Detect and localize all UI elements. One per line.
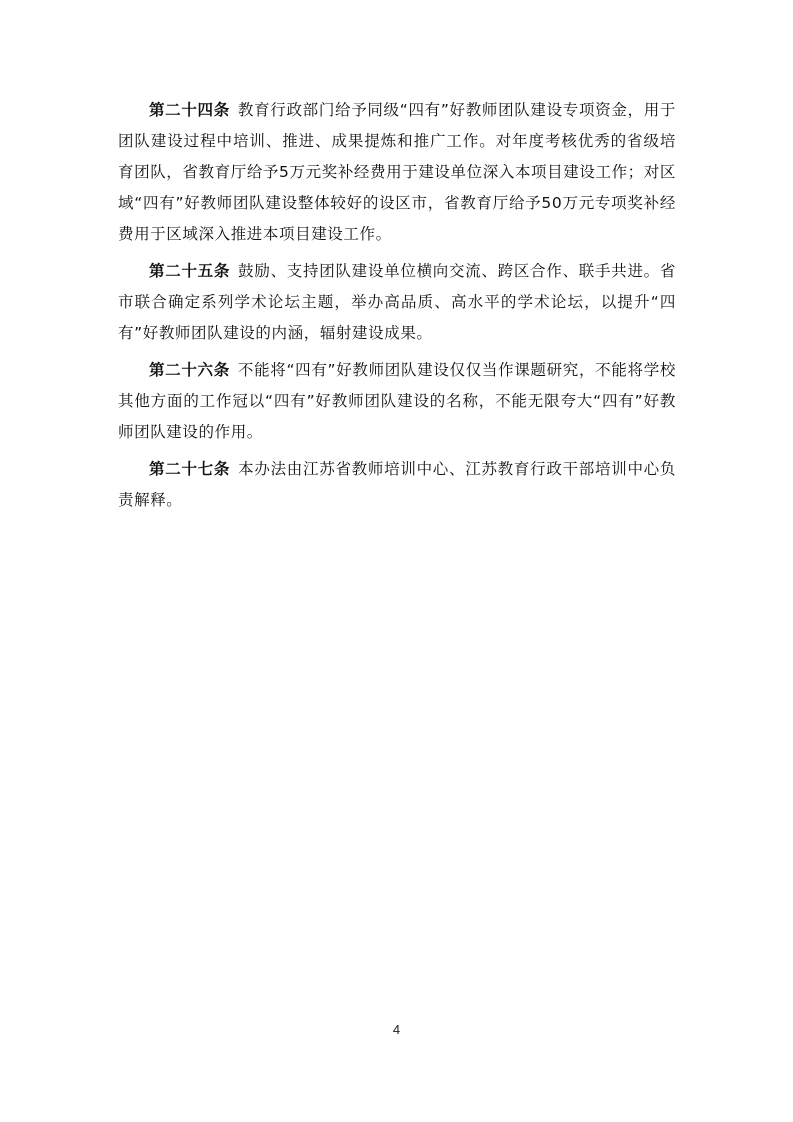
article-26 [118, 355, 676, 448]
article-24-text: 教育行政部门给予同级“四有”好教师团队建设专项资金，用于团队建设过程中培训、推进、成果提炼和推广工作。对年度考核优秀的省级培育团队，省教育厅给予5万元奖补经费用于建设单位深入本项目建设工作；对区域“四有”好教师团队建设整体较好的设区市，省教育厅给予50万元专项奖补经费用于区域深入推进本项目建设工作。 [118, 101, 676, 243]
article-27-text: 本办法由江苏省教师培训中心、江苏教育行政干部培训中心负责解释。 [118, 460, 676, 509]
article-26-text: 不能将“四有”好教师团队建设仅仅当作课题研究，不能将学校其他方面的工作冠以“四有”好教师团队建设的名称，不能无限夸大“四有”好教师团队建设的作用。 [118, 361, 676, 441]
article-27 [118, 454, 676, 516]
article-25-number: 第二十五条 [149, 262, 231, 280]
article-25-text: 鼓励、支持团队建设单位横向交流、跨区合作、联手共进。省市联合确定系列学术论坛主题，举办高品质、高水平的学术论坛，以提升“四有”好教师团队建设的内涵，辐射建设成果。 [118, 262, 676, 342]
article-26-number: 第二十六条 [149, 361, 230, 379]
article-24-number: 第二十四条 [149, 101, 230, 119]
article-25 [118, 256, 676, 349]
article-27-number: 第二十七条 [149, 460, 231, 478]
page-number: 4 [392, 1022, 401, 1037]
document-body [118, 95, 676, 522]
article-24 [118, 95, 676, 250]
